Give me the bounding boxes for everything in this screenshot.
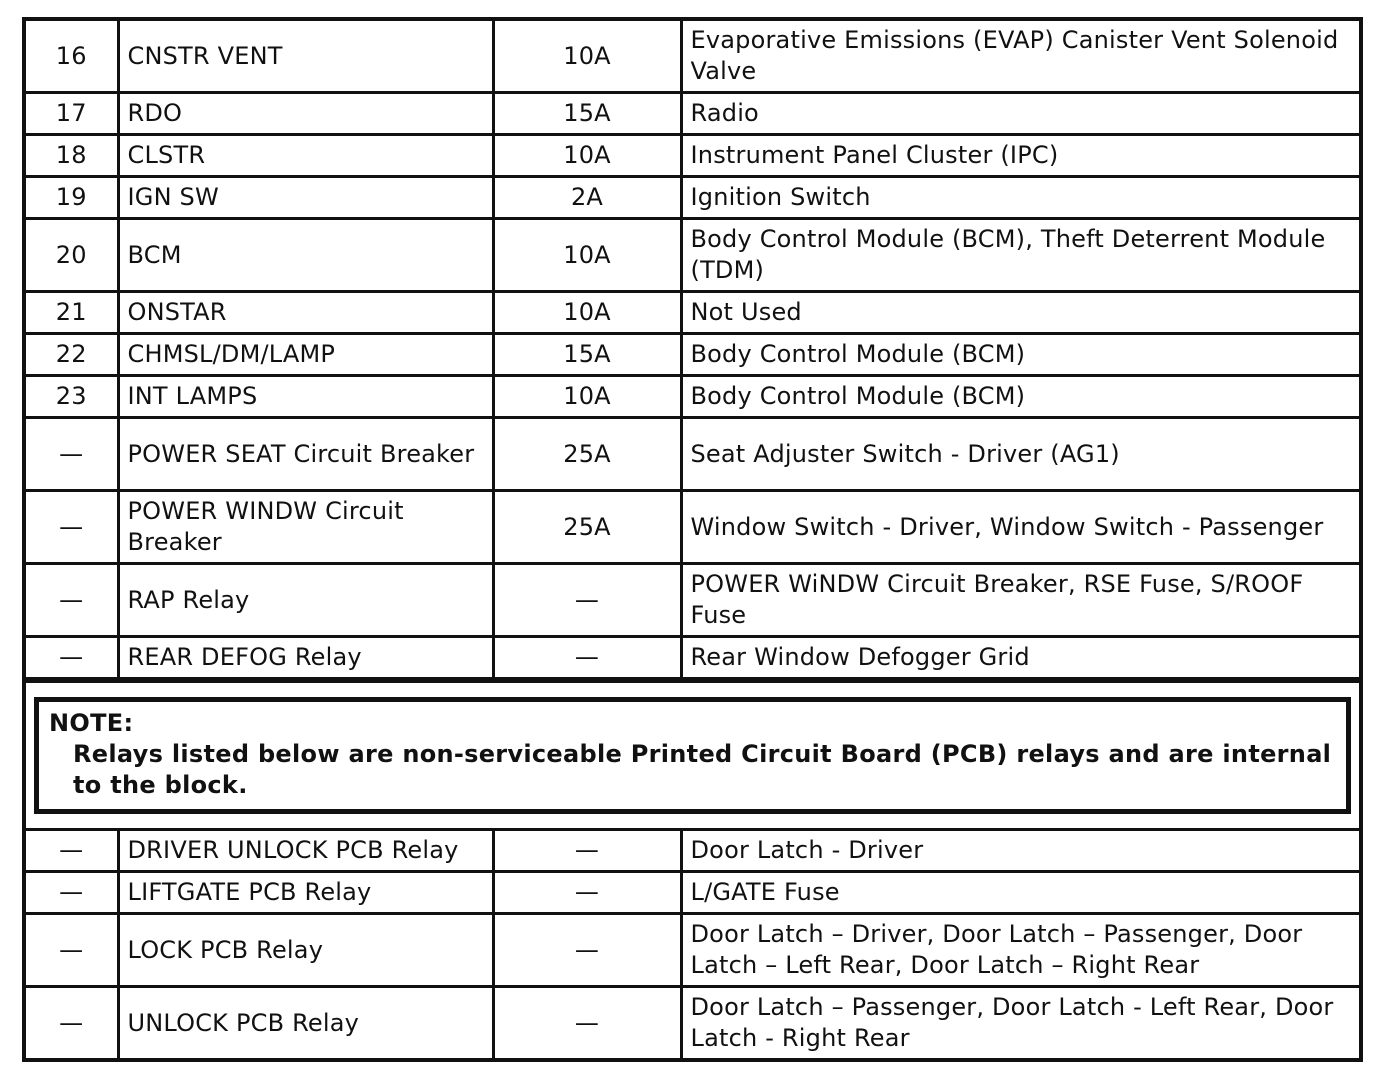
relay-usage: Door Latch – Driver, Door Latch – Passenger, Door Latch – Left Rear, Door Latch – Right Rear <box>681 914 1359 987</box>
fuse-name: BCM <box>118 219 493 292</box>
note-section <box>26 680 1359 831</box>
fuse-number: 18 <box>26 135 118 177</box>
fuse-name: RAP Relay <box>118 564 493 637</box>
fuse-table-upper <box>26 21 1359 680</box>
fuse-name: CNSTR VENT <box>118 21 493 93</box>
fuse-usage: Not Used <box>681 292 1359 334</box>
fuse-usage: Instrument Panel Cluster (IPC) <box>681 135 1359 177</box>
fuse-usage: Body Control Module (BCM) <box>681 334 1359 376</box>
note-text: Relays listed below are non-serviceable Printed Circuit Board (PCB) relays and are internal to the block. <box>73 740 1332 799</box>
fuse-usage: Body Control Module (BCM) <box>681 376 1359 418</box>
fuse-number: 20 <box>26 219 118 292</box>
relay-rating: — <box>493 914 681 987</box>
relay-usage: L/GATE Fuse <box>681 872 1359 914</box>
table-row <box>26 93 1359 135</box>
fuse-table-document <box>22 17 1363 1062</box>
fuse-name: ONSTAR <box>118 292 493 334</box>
table-row <box>26 491 1359 564</box>
relay-name: UNLOCK PCB Relay <box>118 987 493 1059</box>
fuse-number: — <box>26 491 118 564</box>
fuse-rating: 10A <box>493 292 681 334</box>
fuse-name: REAR DEFOG Relay <box>118 637 493 679</box>
table-row <box>26 177 1359 219</box>
table-row <box>26 376 1359 418</box>
relay-number: — <box>26 914 118 987</box>
fuse-rating: 10A <box>493 21 681 93</box>
relay-name: LOCK PCB Relay <box>118 914 493 987</box>
fuse-name: POWER WINDW Circuit Breaker <box>118 491 493 564</box>
relay-name: DRIVER UNLOCK PCB Relay <box>118 831 493 872</box>
relay-number: — <box>26 831 118 872</box>
relay-rating: — <box>493 987 681 1059</box>
fuse-usage: Seat Adjuster Switch - Driver (AG1) <box>681 418 1359 491</box>
fuse-table-lower <box>26 831 1359 1058</box>
fuse-rating: 10A <box>493 219 681 292</box>
fuse-rating: 15A <box>493 93 681 135</box>
fuse-number: — <box>26 418 118 491</box>
fuse-name: RDO <box>118 93 493 135</box>
fuse-name: CLSTR <box>118 135 493 177</box>
table-row <box>26 21 1359 93</box>
table-row <box>26 334 1359 376</box>
fuse-rating: — <box>493 637 681 679</box>
table-row <box>26 292 1359 334</box>
note-label: NOTE: <box>49 709 134 737</box>
fuse-number: 16 <box>26 21 118 93</box>
fuse-rating: 2A <box>493 177 681 219</box>
fuse-number: 22 <box>26 334 118 376</box>
relay-number: — <box>26 872 118 914</box>
fuse-usage: Radio <box>681 93 1359 135</box>
fuse-rating: 25A <box>493 491 681 564</box>
relay-usage: Door Latch - Driver <box>681 831 1359 872</box>
table-row <box>26 872 1359 914</box>
fuse-rating: 15A <box>493 334 681 376</box>
fuse-rating: 10A <box>493 135 681 177</box>
table-row <box>26 418 1359 491</box>
fuse-rating: — <box>493 564 681 637</box>
relay-number: — <box>26 987 118 1059</box>
table-row <box>26 831 1359 872</box>
table-row <box>26 135 1359 177</box>
table-row <box>26 914 1359 987</box>
fuse-rating: 25A <box>493 418 681 491</box>
fuse-number: 19 <box>26 177 118 219</box>
fuse-name: INT LAMPS <box>118 376 493 418</box>
fuse-rating: 10A <box>493 376 681 418</box>
table-row <box>26 564 1359 637</box>
fuse-usage: Evaporative Emissions (EVAP) Canister Vent Solenoid Valve <box>681 21 1359 93</box>
fuse-number: — <box>26 637 118 679</box>
fuse-number: 17 <box>26 93 118 135</box>
fuse-usage: Ignition Switch <box>681 177 1359 219</box>
relay-name: LIFTGATE PCB Relay <box>118 872 493 914</box>
table-row <box>26 219 1359 292</box>
fuse-name: CHMSL/DM/LAMP <box>118 334 493 376</box>
table-row <box>26 987 1359 1059</box>
fuse-number: 21 <box>26 292 118 334</box>
relay-rating: — <box>493 872 681 914</box>
note-box <box>34 697 1351 814</box>
fuse-usage: POWER WiNDW Circuit Breaker, RSE Fuse, S/ROOF Fuse <box>681 564 1359 637</box>
relay-rating: — <box>493 831 681 872</box>
fuse-usage: Rear Window Defogger Grid <box>681 637 1359 679</box>
relay-usage: Door Latch – Passenger, Door Latch - Left Rear, Door Latch - Right Rear <box>681 987 1359 1059</box>
fuse-usage: Window Switch - Driver, Window Switch - Passenger <box>681 491 1359 564</box>
table-row <box>26 637 1359 679</box>
fuse-usage: Body Control Module (BCM), Theft Deterrent Module (TDM) <box>681 219 1359 292</box>
fuse-number: 23 <box>26 376 118 418</box>
fuse-name: POWER SEAT Circuit Breaker <box>118 418 493 491</box>
fuse-number: — <box>26 564 118 637</box>
fuse-name: IGN SW <box>118 177 493 219</box>
